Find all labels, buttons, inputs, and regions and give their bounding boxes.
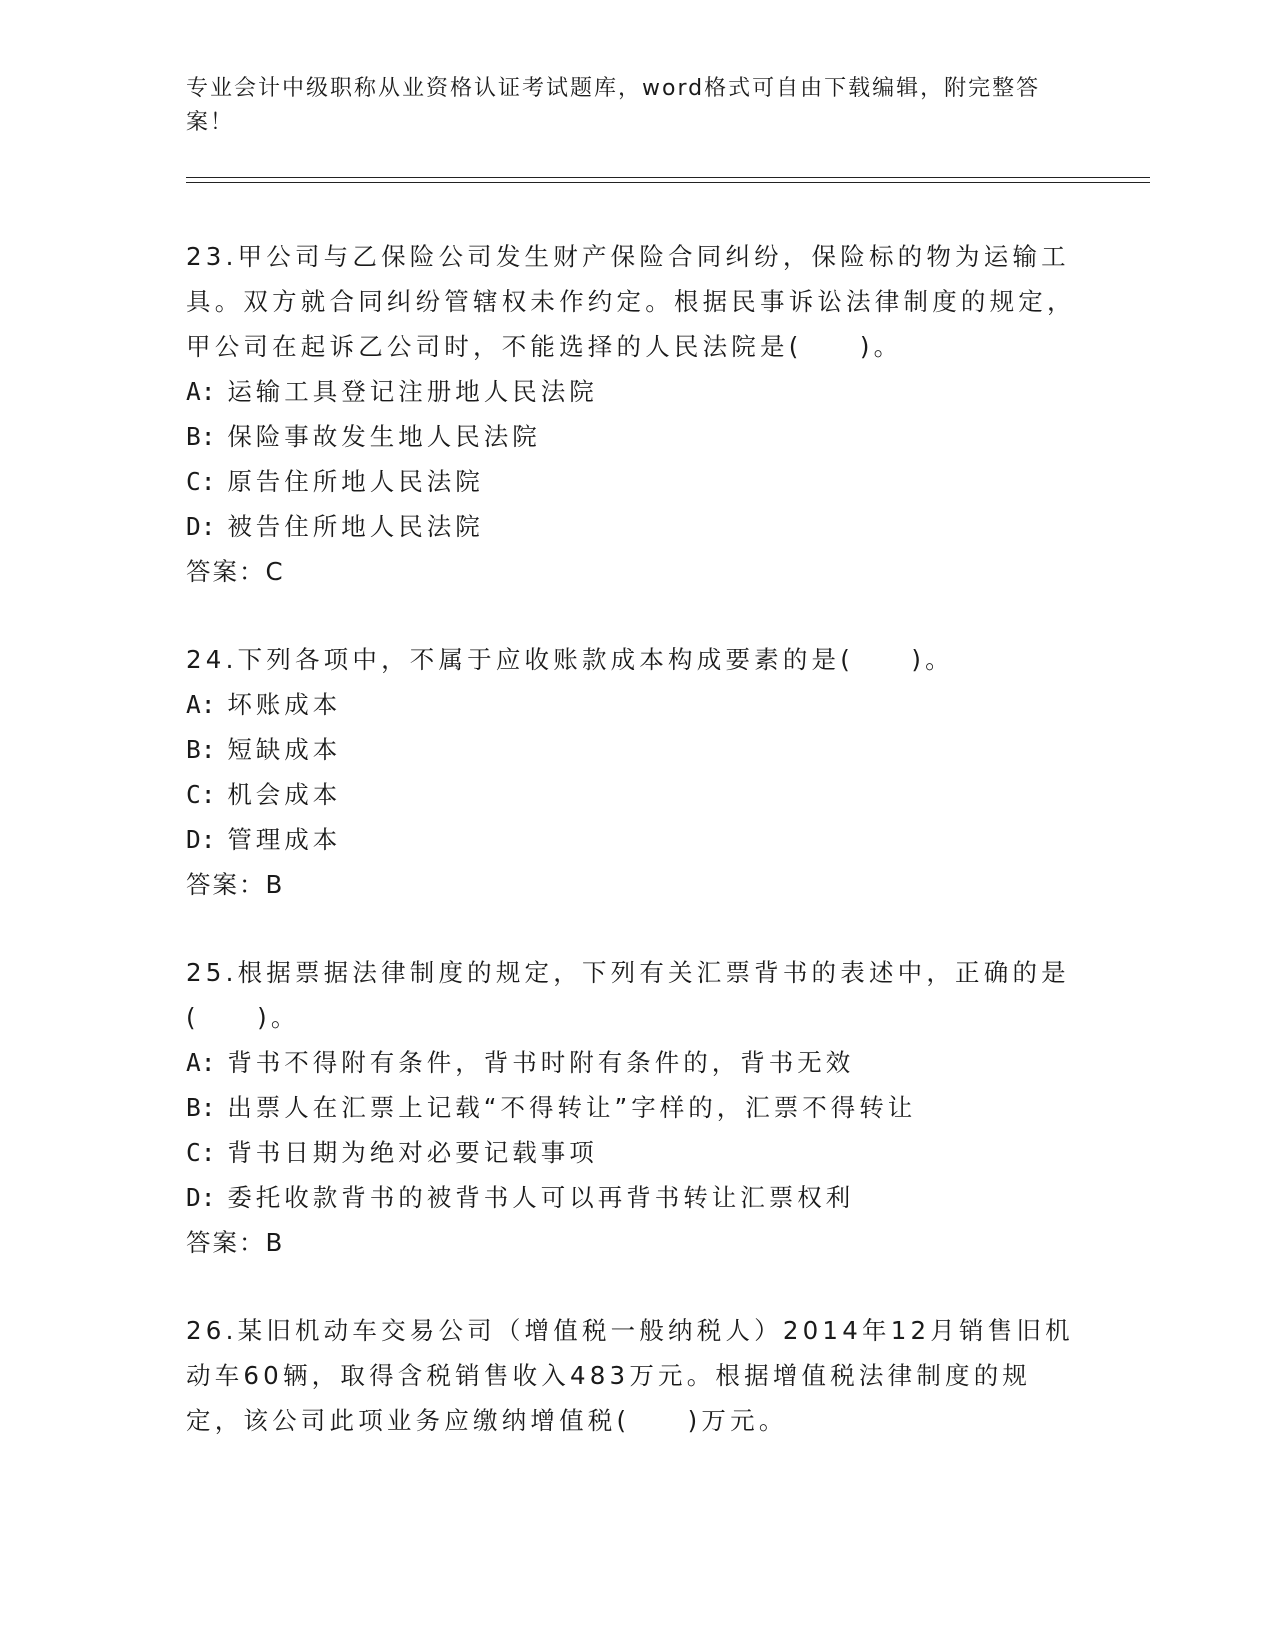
question-list <box>186 234 1086 1486</box>
option-b <box>186 414 1086 459</box>
question-23 <box>186 234 1086 594</box>
option-text: 原告住所地人民法院 <box>227 467 484 496</box>
option-letter: C: <box>186 1138 216 1167</box>
option-text: 保险事故发生地人民法院 <box>227 422 541 451</box>
question-stem: 24.下列各项中，不属于应收账款成本构成要素的是( )。 <box>186 645 954 674</box>
option-text: 出票人在汇票上记载“不得转让”字样的，汇票不得转让 <box>227 1093 917 1122</box>
option-letter: C: <box>186 467 216 496</box>
option-d <box>186 817 1086 862</box>
option-letter: B: <box>186 735 216 764</box>
option-text: 背书不得附有条件，背书时附有条件的，背书无效 <box>227 1048 855 1077</box>
option-a <box>186 682 1086 727</box>
option-letter: B: <box>186 422 216 451</box>
option-text: 坏账成本 <box>227 690 342 719</box>
question-24 <box>186 637 1086 907</box>
option-letter: A: <box>186 1048 216 1077</box>
answer-line: 答案：C <box>186 557 285 586</box>
option-text: 机会成本 <box>227 780 342 809</box>
question-26 <box>186 1308 1086 1443</box>
header-divider-top <box>186 177 1150 178</box>
option-letter: D: <box>186 1183 216 1212</box>
answer-line: 答案：B <box>186 870 285 899</box>
option-text: 短缺成本 <box>227 735 342 764</box>
option-letter: A: <box>186 690 216 719</box>
page-header-text: 专业会计中级职称从业资格认证考试题库，word格式可自由下载编辑，附完整答案！ <box>186 76 1041 135</box>
option-text: 委托收款背书的被背书人可以再背书转让汇票权利 <box>227 1183 855 1212</box>
option-text: 背书日期为绝对必要记载事项 <box>227 1138 598 1167</box>
option-c <box>186 772 1086 817</box>
answer-line: 答案：B <box>186 1228 285 1257</box>
option-a <box>186 1040 1086 1085</box>
option-letter: C: <box>186 780 216 809</box>
option-b <box>186 1085 1086 1130</box>
option-c <box>186 459 1086 504</box>
option-b <box>186 727 1086 772</box>
question-stem: 25.根据票据法律制度的规定，下列有关汇票背书的表述中，正确的是( )。 <box>186 958 1070 1032</box>
option-letter: A: <box>186 377 216 406</box>
option-text: 运输工具登记注册地人民法院 <box>227 377 598 406</box>
option-letter: D: <box>186 825 216 854</box>
option-c <box>186 1130 1086 1175</box>
option-text: 被告住所地人民法院 <box>227 512 484 541</box>
question-stem: 23.甲公司与乙保险公司发生财产保险合同纠纷，保险标的物为运输工具。双方就合同纠纷管辖权未作约定。根据民事诉讼法律制度的规定，甲公司在起诉乙公司时，不能选择的人民法院是( )。 <box>186 242 1076 361</box>
question-stem: 26.某旧机动车交易公司（增值税一般纳税人）2014年12月销售旧机动车60辆，取得含税销售收入483万元。根据增值税法律制度的规定，该公司此项业务应缴纳增值税( )万元。 <box>186 1316 1074 1435</box>
option-a <box>186 369 1086 414</box>
option-text: 管理成本 <box>227 825 342 854</box>
option-d <box>186 1175 1086 1220</box>
option-letter: B: <box>186 1093 216 1122</box>
question-25 <box>186 950 1086 1265</box>
option-d <box>186 504 1086 549</box>
header-divider-bottom <box>186 182 1150 183</box>
option-letter: D: <box>186 512 216 541</box>
